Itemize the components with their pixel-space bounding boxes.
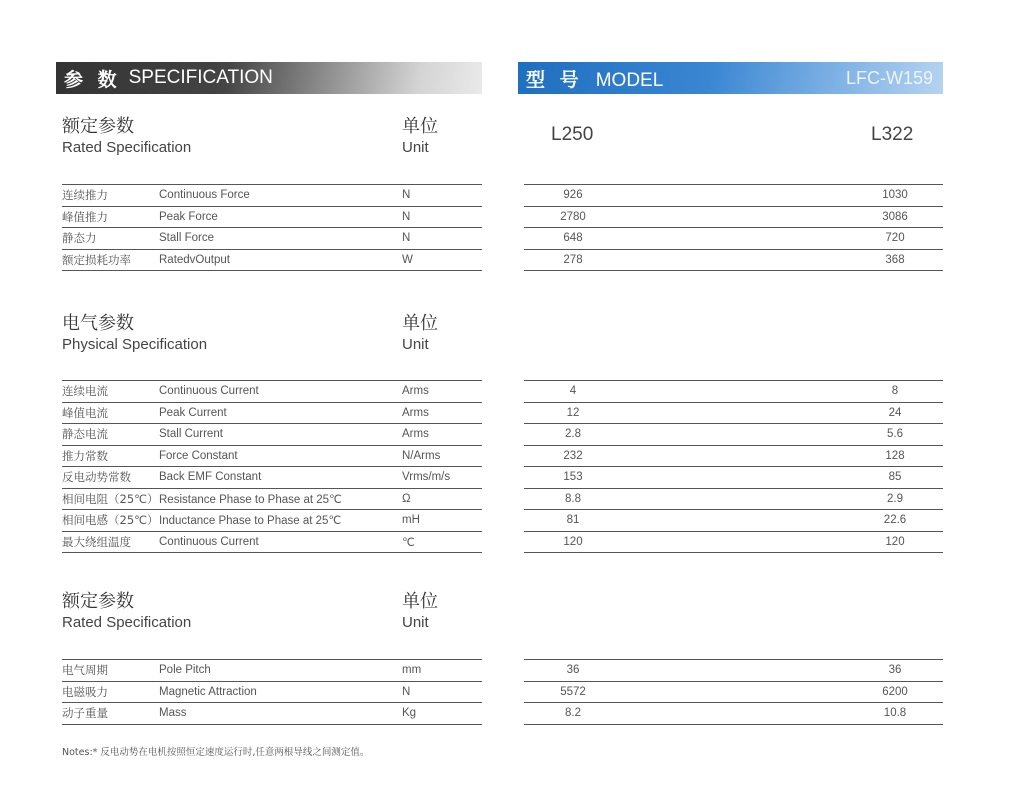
value-l322: 22.6 xyxy=(847,510,943,532)
value-spacer xyxy=(622,660,847,682)
section-1-title xyxy=(62,116,191,158)
value-l250: 81 xyxy=(524,510,622,532)
param-row xyxy=(62,402,482,424)
value-l250: 8.8 xyxy=(524,488,622,510)
value-row xyxy=(524,445,943,467)
value-l322: 6200 xyxy=(847,681,943,703)
param-row xyxy=(62,228,482,250)
param-unit: mH xyxy=(402,510,482,532)
param-name-cn: 动子重量 xyxy=(62,703,159,725)
section-1-title-en: Rated Specification xyxy=(62,139,192,156)
section-3-unit-header xyxy=(402,591,438,633)
param-name-cn: 静态电流 xyxy=(62,424,159,446)
model-l322-header: L322 xyxy=(871,124,914,145)
param-unit: N xyxy=(402,185,482,207)
param-unit: mm xyxy=(402,660,482,682)
param-unit: Ω xyxy=(402,488,482,510)
value-row xyxy=(524,660,943,682)
param-row xyxy=(62,660,482,682)
spec-banner xyxy=(56,62,482,94)
param-row xyxy=(62,381,482,403)
section-1-unit-en: Unit xyxy=(402,139,429,156)
value-l250: 2.8 xyxy=(524,424,622,446)
value-l250: 2780 xyxy=(524,206,622,228)
value-l250: 648 xyxy=(524,228,622,250)
section-2-title-en: Physical Specification xyxy=(62,336,208,353)
section-1-unit-header xyxy=(402,116,438,158)
param-row xyxy=(62,467,482,489)
param-row xyxy=(62,510,482,532)
param-name-en: Stall Current xyxy=(159,424,402,446)
value-l250: 278 xyxy=(524,249,622,271)
section-2-unit-en: Unit xyxy=(402,336,429,353)
section-2-values-table xyxy=(524,380,943,553)
param-unit: N xyxy=(402,681,482,703)
param-name-cn: 连续推力 xyxy=(62,185,159,207)
model-banner xyxy=(518,62,943,94)
param-unit: Kg xyxy=(402,703,482,725)
param-row xyxy=(62,488,482,510)
value-row xyxy=(524,402,943,424)
value-l250: 120 xyxy=(524,531,622,553)
value-row xyxy=(524,228,943,250)
value-l322: 368 xyxy=(847,249,943,271)
value-l322: 3086 xyxy=(847,206,943,228)
spec-banner-cn: 参 数 xyxy=(64,68,121,91)
param-name-cn: 电磁吸力 xyxy=(62,681,159,703)
param-name-en: Continuous Current xyxy=(159,381,402,403)
value-l322: 120 xyxy=(847,531,943,553)
value-l322: 8 xyxy=(847,381,943,403)
param-name-en: Continuous Force xyxy=(159,185,402,207)
value-spacer xyxy=(622,402,847,424)
section-2-title-cn: 电气参数 xyxy=(62,313,134,334)
value-l322: 720 xyxy=(847,228,943,250)
value-l250: 8.2 xyxy=(524,703,622,725)
section-3-values-table xyxy=(524,659,943,725)
value-l250: 4 xyxy=(524,381,622,403)
value-spacer xyxy=(622,381,847,403)
value-row xyxy=(524,185,943,207)
param-name-en: Continuous Current xyxy=(159,531,402,553)
value-l322: 5.6 xyxy=(847,424,943,446)
param-name-cn: 反电动势常数 xyxy=(62,467,159,489)
model-banner-en: MODEL xyxy=(595,69,664,91)
value-spacer xyxy=(622,681,847,703)
param-name-cn: 静态力 xyxy=(62,228,159,250)
param-row xyxy=(62,531,482,553)
param-name-en: Resistance Phase to Phase at 25℃ xyxy=(159,488,402,510)
param-name-cn: 最大绕组温度 xyxy=(62,531,159,553)
value-row xyxy=(524,424,943,446)
param-name-en: RatedvOutput xyxy=(159,249,402,271)
param-name-cn: 相间电阻（25℃） xyxy=(62,488,159,510)
value-spacer xyxy=(622,249,847,271)
section-3-title-cn: 额定参数 xyxy=(62,591,134,612)
value-spacer xyxy=(622,488,847,510)
value-row xyxy=(524,681,943,703)
value-spacer xyxy=(622,703,847,725)
section-3-title-en: Rated Specification xyxy=(62,614,192,631)
param-row xyxy=(62,681,482,703)
value-spacer xyxy=(622,185,847,207)
value-row xyxy=(524,206,943,228)
value-row xyxy=(524,249,943,271)
value-spacer xyxy=(622,206,847,228)
model-code: LFC-W159 xyxy=(845,67,933,88)
param-name-cn: 额定损耗功率 xyxy=(62,249,159,271)
section-3-unit-en: Unit xyxy=(402,614,429,631)
value-l250: 153 xyxy=(524,467,622,489)
value-l250: 5572 xyxy=(524,681,622,703)
section-2-unit-cn: 单位 xyxy=(402,313,438,334)
param-name-cn: 连续电流 xyxy=(62,381,159,403)
value-row xyxy=(524,488,943,510)
param-row xyxy=(62,703,482,725)
section-2-params-table xyxy=(62,380,482,553)
param-unit: N xyxy=(402,228,482,250)
value-l250: 926 xyxy=(524,185,622,207)
value-row xyxy=(524,510,943,532)
param-name-en: Peak Force xyxy=(159,206,402,228)
param-name-en: Inductance Phase to Phase at 25℃ xyxy=(159,510,402,532)
param-name-en: Force Constant xyxy=(159,445,402,467)
value-l322: 24 xyxy=(847,402,943,424)
value-row xyxy=(524,381,943,403)
spec-banner-en: SPECIFICATION xyxy=(128,67,273,88)
value-l250: 232 xyxy=(524,445,622,467)
value-spacer xyxy=(622,445,847,467)
value-spacer xyxy=(622,424,847,446)
param-name-cn: 电气周期 xyxy=(62,660,159,682)
model-l250-header: L250 xyxy=(551,124,594,145)
param-row xyxy=(62,424,482,446)
value-spacer xyxy=(622,467,847,489)
value-l250: 36 xyxy=(524,660,622,682)
param-row xyxy=(62,249,482,271)
param-row xyxy=(62,206,482,228)
param-name-en: Magnetic Attraction xyxy=(159,681,402,703)
model-banner-cn: 型 号 xyxy=(526,68,583,91)
value-l322: 2.9 xyxy=(847,488,943,510)
param-row xyxy=(62,185,482,207)
param-name-cn: 相间电感（25℃） xyxy=(62,510,159,532)
param-unit: Vrms/m/s xyxy=(402,467,482,489)
footnote: Notes:* 反电动势在电机按照恒定速度运行时,任意两根导线之间测定值。 xyxy=(62,747,370,758)
param-name-en: Peak Current xyxy=(159,402,402,424)
param-name-en: Back EMF Constant xyxy=(159,467,402,489)
section-1-values-table xyxy=(524,184,943,271)
param-unit: Arms xyxy=(402,381,482,403)
section-1-params-table xyxy=(62,184,482,271)
value-l250: 12 xyxy=(524,402,622,424)
param-unit: ℃ xyxy=(402,531,482,553)
param-name-cn: 峰值推力 xyxy=(62,206,159,228)
value-spacer xyxy=(622,531,847,553)
value-row xyxy=(524,531,943,553)
param-name-en: Stall Force xyxy=(159,228,402,250)
section-3-unit-cn: 单位 xyxy=(402,591,438,612)
value-l322: 1030 xyxy=(847,185,943,207)
param-unit: Arms xyxy=(402,424,482,446)
section-1-unit-cn: 单位 xyxy=(402,116,438,137)
param-name-en: Pole Pitch xyxy=(159,660,402,682)
value-l322: 10.8 xyxy=(847,703,943,725)
value-row xyxy=(524,467,943,489)
param-unit: W xyxy=(402,249,482,271)
param-name-cn: 峰值电流 xyxy=(62,402,159,424)
value-spacer xyxy=(622,228,847,250)
param-name-en: Mass xyxy=(159,703,402,725)
section-2-title xyxy=(62,313,207,355)
value-row xyxy=(524,703,943,725)
param-unit: N xyxy=(402,206,482,228)
param-row xyxy=(62,445,482,467)
param-unit: N/Arms xyxy=(402,445,482,467)
value-l322: 128 xyxy=(847,445,943,467)
value-l322: 36 xyxy=(847,660,943,682)
value-spacer xyxy=(622,510,847,532)
section-1-title-cn: 额定参数 xyxy=(62,116,134,137)
param-name-cn: 推力常数 xyxy=(62,445,159,467)
section-3-title xyxy=(62,591,191,633)
section-2-unit-header xyxy=(402,313,438,355)
value-l322: 85 xyxy=(847,467,943,489)
section-3-params-table xyxy=(62,659,482,725)
param-unit: Arms xyxy=(402,402,482,424)
